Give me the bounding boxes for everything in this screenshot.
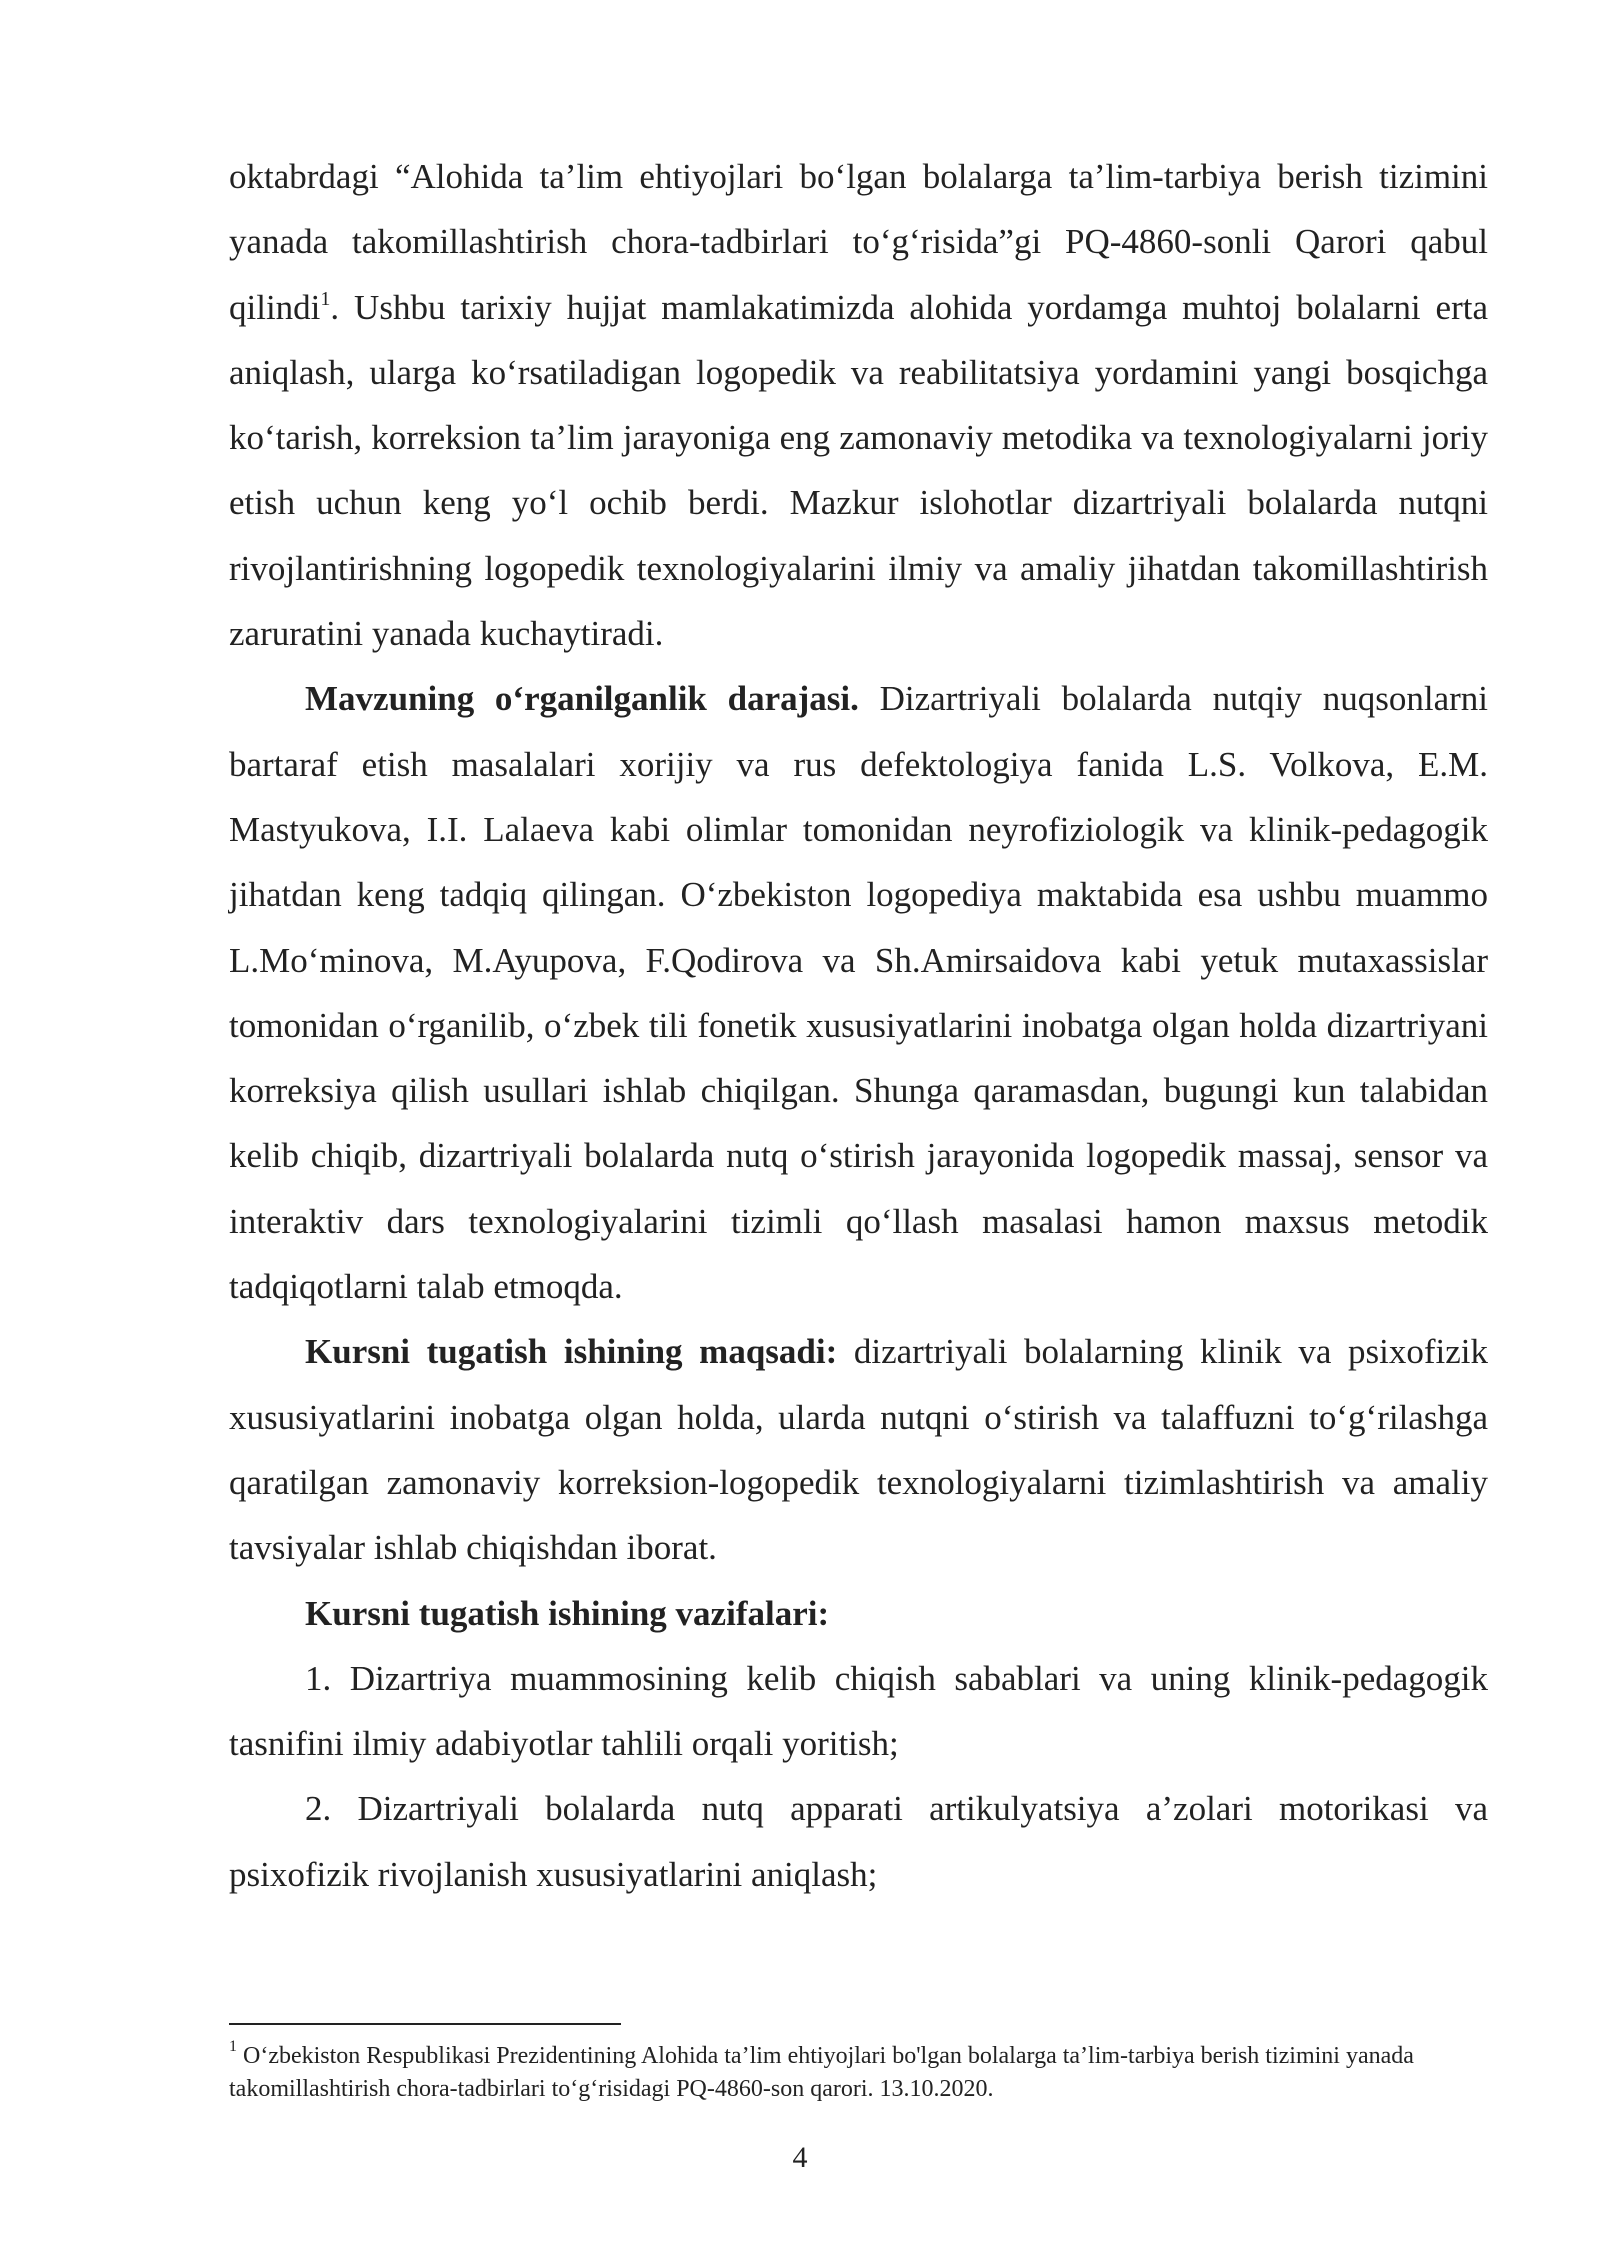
list-item-task-1 <box>229 1646 1488 1777</box>
paragraph-tasks-heading <box>229 1581 1488 1646</box>
footnote-text: O‘zbekiston Respublikasi Prezidentining Alohida ta’lim ehtiyojlari bo'lgan bolalarga ta’lim-tarbiya berish tizimini yanada takomillashtirish chora-tadbirlari to‘g‘risidagi PQ-4860-son qarori. 13.10.2020. <box>229 2043 1414 2102</box>
footnote <box>229 2040 1488 2106</box>
body-text <box>229 144 1488 1907</box>
section-heading: Kursni tugatish ishining maqsadi: <box>305 1332 838 1372</box>
footnote-reference[interactable]: 1 <box>320 287 331 310</box>
footnote-marker: 1 <box>229 2038 237 2055</box>
paragraph-text: dizartriyali bolalarning klinik va psixofizik xususiyatlarini inobatga olgan holda, ularda nutqni o‘stirish va talaffuzni to‘g‘rilashga qaratilgan zamonaviy korreksion-logopedik texnologiyalarni tizimlashtirish va amaliy tavsiyalar ishlab chiqishdan iborat. <box>229 1332 1488 1568</box>
section-heading: Mavzuning o‘rganilganlik darajasi. <box>305 679 859 719</box>
paragraph-study-level <box>229 666 1488 1319</box>
paragraph-goal <box>229 1319 1488 1580</box>
paragraph-text: oktabrdagi “Alohida ta’lim ehtiyojlari bo‘lgan bolalarga ta’lim-tarbiya berish tizimini yanada takomillashtirish chora-tadbirlari to‘g‘risida”gi PQ-4860-sonli Qarori qabul qilindi <box>229 157 1488 327</box>
list-item-text: 1. Dizartriya muammosining kelib chiqish sabablari va uning klinik-pedagogik tasnifini ilmiy adabiyotlar tahlili orqali yoritish; <box>229 1658 1488 1764</box>
list-item-text: 2. Dizartriyali bolalarda nutq apparati artikulyatsiya a’zolari motorikasi va psixofizik rivojlanish xususiyatlarini aniqlash; <box>229 1789 1488 1894</box>
paragraph-text: Dizartriyali bolalarda nutqiy nuqsonlarni bartaraf etish masalalari xorijiy va rus defektologiya fanida L.S. Volkova, E.M. Mastyukova, I.I. Lalaeva kabi olimlar tomonidan neyrofiziologik va klinik-pedagogik jihatdan keng tadqiq qilingan. O‘zbekiston logopediya maktabida esa ushbu muammo L.Mo‘minova, M.Ayupova, F.Qodirova va Sh.Amirsaidova kabi yetuk mutaxassislar tomonidan o‘rganilib, o‘zbek tili fonetik xususiyatlarini inobatga olgan holda dizartriyani korreksiya qilish usullari ishlab chiqilgan. Shunga qaramasdan, bugungi kun talabidan kelib chiqib, dizartriyali bolalarda nutq o‘stirish jarayonida logopedik massaj, sensor va interaktiv dars texnologiyalarini tizimli qo‘llash masalasi hamon maxsus metodik tadqiqotlarni talab etmoqda. <box>229 679 1488 1307</box>
section-heading: Kursni tugatish ishining vazifalari: <box>305 1593 830 1633</box>
list-item-task-2 <box>229 1776 1488 1907</box>
paragraph-decree <box>229 144 1488 666</box>
paragraph-text: . Ushbu tarixiy hujjat mamlakatimizda alohida yordamga muhtoj bolalarni erta aniqlash, ularga ko‘rsatiladigan logopedik va reabilitatsiya yordamini yangi bosqichga ko‘tarish, korreksion ta’lim jarayoniga eng zamonaviy metodika va texnologiyalarni joriy etish uchun keng yo‘l ochib berdi. Mazkur islohotlar dizartriyali bolalarda nutqni rivojlantirishning logopedik texnologiyalarini ilmiy va amaliy jihatdan takomillashtirish zaruratini yanada kuchaytiradi. <box>229 287 1488 654</box>
page-number: 4 <box>792 2141 808 2174</box>
footnote-separator <box>229 2023 621 2025</box>
